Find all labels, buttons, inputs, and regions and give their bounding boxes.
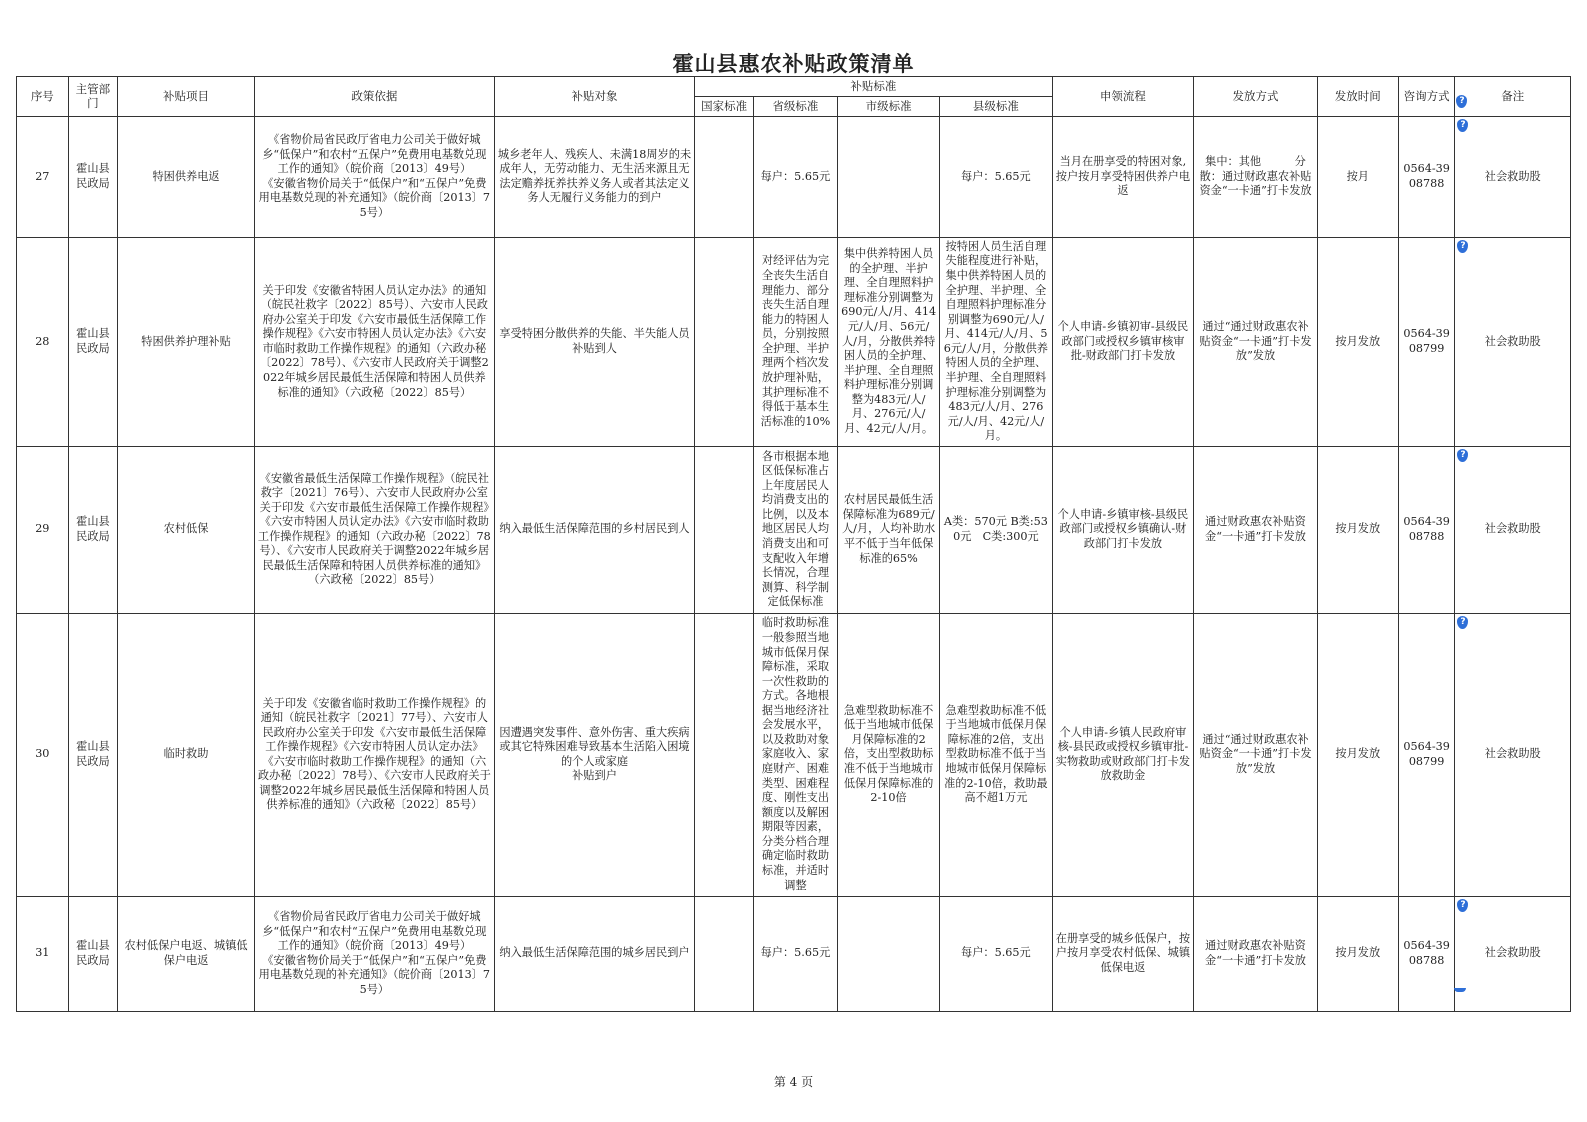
- cell-national: [695, 237, 754, 446]
- header-basis: 政策依据: [254, 77, 494, 117]
- header-target: 补贴对象: [494, 77, 694, 117]
- cell-time: 按月发放: [1317, 896, 1398, 1011]
- cell-time: 按月发放: [1317, 446, 1398, 613]
- cell-target: 纳入最低生活保障范围的城乡居民到户: [494, 896, 694, 1011]
- cell-basis: 关于印发《安徽省临时救助工作操作规程》的通知（皖民社救字〔2021〕77号）、六安市人民政府办公室关于印发《六安市最低生活保障工作操作规程》《六安市特困人员认定办法》《六安市临时救助工作操作规程》的通知（六政办秘〔2022〕78号）、《六安市人民政府关于调整2022年城乡居民最低生活保障和特困人员供养标准的通知》（六政秘〔2022〕85号）: [254, 613, 494, 896]
- page-title: 霍山县惠农补贴政策清单: [672, 52, 915, 76]
- cell-note: [1455, 613, 1571, 896]
- header-item: 补贴项目: [118, 77, 255, 117]
- cell-dept: 霍山县民政局: [68, 237, 118, 446]
- cell-process: 个人申请-乡镇人民政府审核-县民政或授权乡镇审批-实物救助或财政部门打卡发放救助金: [1052, 613, 1194, 896]
- table-row: [17, 896, 1571, 1011]
- help-icon[interactable]: ?: [1457, 119, 1468, 132]
- help-icon[interactable]: ?: [1457, 616, 1468, 629]
- cell-note-text: 社会救助股: [1484, 169, 1541, 183]
- cell-process: 当月在册享受的特困对象,按户按月享受特困供养户电返: [1052, 116, 1194, 237]
- cell-county: 每户：5.65元: [940, 116, 1052, 237]
- header-contact: 咨询方式: [1398, 77, 1455, 117]
- cell-method: 通过“通过财政惠农补贴资金“一卡通”打卡发放”发放: [1194, 237, 1318, 446]
- cell-national: [695, 446, 754, 613]
- help-icon[interactable]: ?: [1457, 899, 1468, 912]
- cell-seq: 31: [17, 896, 69, 1011]
- header-county: 县级标准: [940, 96, 1052, 116]
- cell-target: 享受特困分散供养的失能、半失能人员补贴到人: [494, 237, 694, 446]
- cell-time: 按月发放: [1317, 613, 1398, 896]
- cell-province: 每户：5.65元: [753, 116, 837, 237]
- cell-seq: 30: [17, 613, 69, 896]
- cell-process: 在册享受的城乡低保户，按户按月享受农村低保、城镇低保电返: [1052, 896, 1194, 1011]
- cell-seq: 27: [17, 116, 69, 237]
- cell-item: 农村低保户电返、城镇低保户电返: [118, 896, 255, 1011]
- cell-province: 对经评估为完全丧失生活自理能力、部分丧失生活自理能力的特困人员，分别按照全护理、半护理两个档次发放护理补贴，其护理标准不得低于基本生活标准的10%: [753, 237, 837, 446]
- cell-city: [837, 896, 939, 1011]
- header-time: 发放时间: [1317, 77, 1398, 117]
- page-number: 第 4 页: [773, 1075, 814, 1089]
- cell-note-text: 社会救助股: [1484, 747, 1541, 761]
- cell-national: [695, 116, 754, 237]
- cell-note: [1455, 237, 1571, 446]
- cell-contact: 0564-3908799: [1398, 613, 1455, 896]
- cell-contact: 0564-3908799: [1398, 237, 1455, 446]
- table-row: [17, 116, 1571, 237]
- cell-county: 每户：5.65元: [940, 896, 1052, 1011]
- cell-dept: 霍山县民政局: [68, 116, 118, 237]
- cell-city: 集中供养特困人员的全护理、半护理、全自理照料护理标准分别调整为690元/人/月、414元/人/月、56元/人/月，分散供养特困人员的全护理、半护理、全自理照料护理标准分别调整为483元/人/月、276元/人/月、42元/人/月。: [837, 237, 939, 446]
- cell-note: [1455, 116, 1571, 237]
- cell-basis: 关于印发《安徽省特困人员认定办法》的通知（皖民社救字〔2022〕85号）、六安市人民政府办公室关于印发《六安市最低生活保障工作操作规程》《六安市特困人员认定办法》《六安市临时救助工作操作规程》的通知（六政办秘〔2022〕78号）、《六安市人民政府关于调整2022年城乡居民最低生活保障和特困人员供养标准的通知》（六政秘〔2022〕85号）: [254, 237, 494, 446]
- cell-target: 纳入最低生活保障范围的乡村居民到人: [494, 446, 694, 613]
- cell-dept: 霍山县民政局: [68, 613, 118, 896]
- cell-method: 通过“通过财政惠农补贴资金“一卡通”打卡发放”发放: [1194, 613, 1318, 896]
- cell-county: 急难型救助标准不低于当地城市低保月保障标准的2倍，支出型救助标准不低于当地城市低保月保障标准的2-10倍，救助最高不超1万元: [940, 613, 1052, 896]
- header-dept: 主管部门: [68, 77, 118, 117]
- header-note-label: 备注: [1501, 88, 1525, 103]
- cell-time: 按月发放: [1317, 237, 1398, 446]
- cell-process: 个人申请-乡镇初审-县级民政部门或授权乡镇审核审批-财政部门打卡发放: [1052, 237, 1194, 446]
- header-method: 发放方式: [1194, 77, 1318, 117]
- cell-note: [1455, 896, 1571, 1011]
- cell-time: 按月: [1317, 116, 1398, 237]
- header-standard: 补贴标准: [695, 77, 1052, 97]
- cell-contact: 0564-3908788: [1398, 116, 1455, 237]
- cell-item: 临时救助: [118, 613, 255, 896]
- cell-item: 特困供养护理补贴: [118, 237, 255, 446]
- cell-national: [695, 896, 754, 1011]
- header-province: 省级标准: [753, 96, 837, 116]
- cell-note-text: 社会救助股: [1484, 334, 1541, 348]
- cell-province: 临时救助标准一般参照当地城市低保月保障标准，采取一次性救助的方式。各地根据当地经济社会发展水平，以及救助对象家庭收入、家庭财产、困难类型、困难程度、刚性支出额度以及解困期限等因素，分类分档合理确定临时救助标准，并适时调整: [753, 613, 837, 896]
- cell-process: 个人申请-乡镇审核-县级民政部门或授权乡镇确认-财政部门打卡发放: [1052, 446, 1194, 613]
- cell-county: A类：570元 B类:530元 C类:300元: [940, 446, 1052, 613]
- cell-basis: 《省物价局省民政厅省电力公司关于做好城乡“低保户”和农村“五保户”免费用电基数兑现工作的通知》（皖价商〔2013〕49号） 《安徽省物价局关于“低保户”和“五保户”免费用电基数兑现的补充通知》（皖价商〔2013〕75号）: [254, 896, 494, 1011]
- header-seq: 序号: [17, 77, 69, 117]
- help-icon[interactable]: ?: [1457, 240, 1468, 253]
- cell-province: 各市根据本地区低保标准占上年度居民人均消费支出的比例，以及本地区居民人均消费支出和可支配收入年增长情况，合理测算、科学制定低保标准: [753, 446, 837, 613]
- cell-dept: 霍山县民政局: [68, 896, 118, 1011]
- cell-target: 因遭遇突发事件、意外伤害、重大疾病或其它特殊困难导致基本生活陷入困境的个人或家庭 补贴到户: [494, 613, 694, 896]
- header-process: 申领流程: [1052, 77, 1194, 117]
- cell-method: 集中：其他 分散：通过财政惠农补贴资金“一卡通”打卡发放: [1194, 116, 1318, 237]
- policy-table: [16, 76, 1571, 1012]
- cell-contact: 0564-3908788: [1398, 896, 1455, 1011]
- cell-item: 特困供养电返: [118, 116, 255, 237]
- cell-seq: 28: [17, 237, 69, 446]
- cell-city: 急难型救助标准不低于当地城市低保月保障标准的2倍，支出型救助标准不低于当地城市低保月保障标准的2-10倍: [837, 613, 939, 896]
- header-city: 市级标准: [837, 96, 939, 116]
- header-national: 国家标准: [695, 96, 754, 116]
- cell-method: 通过财政惠农补贴资金“一卡通”打卡发放: [1194, 896, 1318, 1011]
- cell-national: [695, 613, 754, 896]
- table-row: [17, 446, 1571, 613]
- cell-note-text: 社会救助股: [1484, 522, 1541, 536]
- help-icon[interactable]: ?: [1457, 449, 1468, 462]
- cell-dept: 霍山县民政局: [68, 446, 118, 613]
- cell-note-text: 社会救助股: [1484, 946, 1541, 960]
- cell-province: 每户：5.65元: [753, 896, 837, 1011]
- cell-county: 按特困人员生活自理失能程度进行补贴，集中供养特困人员的全护理、半护理、全自理照料护理标准分别调整为690元/人/月、414元/人/月、56元/人/月，分散供养特困人员的全护理、半护理、全自理照料护理标准分别调整为483元/人/月、276元/人/月、42元/人/月。: [940, 237, 1052, 446]
- cell-target: 城乡老年人、残疾人、未满18周岁的未成年人，无劳动能力、无生活来源且无法定赡养抚养扶养义务人或者其法定义务人无履行义务能力的到户: [494, 116, 694, 237]
- cell-city: 农村居民最低生活保障标准为689元/人/月，人均补助水平不低于当年低保标准的65%: [837, 446, 939, 613]
- cell-item: 农村低保: [118, 446, 255, 613]
- cell-contact: 0564-3908788: [1398, 446, 1455, 613]
- cell-basis: 《省物价局省民政厅省电力公司关于做好城乡“低保户”和农村“五保户”免费用电基数兑现工作的通知》（皖价商〔2013〕49号） 《安徽省物价局关于“低保户”和“五保户”免费用电基数兑现的补充通知》（皖价商〔2013〕75号）: [254, 116, 494, 237]
- help-icon[interactable]: ?: [1456, 95, 1467, 108]
- cell-seq: 29: [17, 446, 69, 613]
- cell-basis: 《安徽省最低生活保障工作操作规程》（皖民社救字〔2021〕76号）、六安市人民政府办公室关于印发《六安市最低生活保障工作操作规程》《六安市特困人员认定办法》《六安市临时救助工作操作规程》的通知（六政办秘〔2022〕78号）、《六安市人民政府关于调整2022年城乡居民最低生活保障和特困人员供养标准的通知》（六政秘〔2022〕85号）: [254, 446, 494, 613]
- cell-city: [837, 116, 939, 237]
- header-note: [1455, 77, 1571, 117]
- cell-note: [1455, 446, 1571, 613]
- table-row: [17, 613, 1571, 896]
- cell-method: 通过财政惠农补贴资金“一卡通”打卡发放: [1194, 446, 1318, 613]
- table-row: [17, 237, 1571, 446]
